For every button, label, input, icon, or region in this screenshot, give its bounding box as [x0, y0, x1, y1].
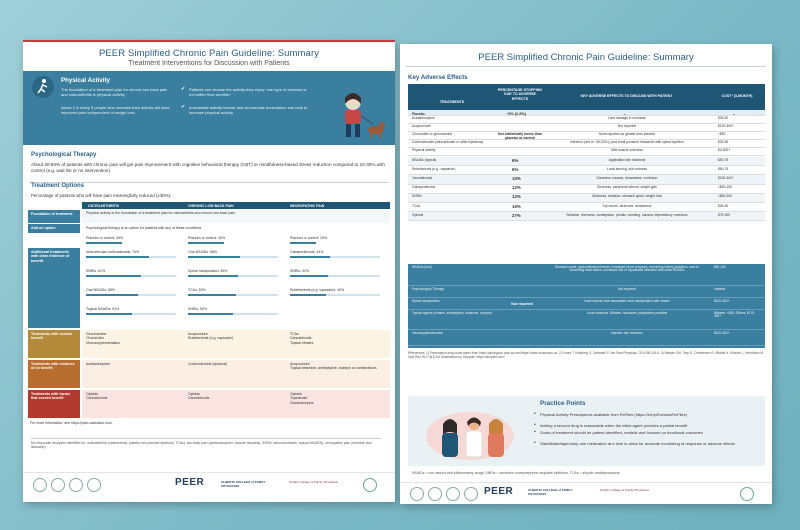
treatment-label: Topical NSAIDs: 51%: [86, 307, 120, 311]
adverse-row: [408, 286, 765, 298]
seal-logo: [446, 487, 460, 501]
logo-bar: [400, 482, 772, 504]
cell: Dizziness, sedation, stomach upset, weight loss: [592, 194, 662, 199]
right-page: [400, 44, 772, 504]
cell: Acupuncture: [412, 124, 431, 129]
abbreviations: NSAIDs = non-steroid anti-inflammatory drugs; SNRIs = serotonin norepinephrine reuptake inhibitors; TCAs = tricyclic antidepressants: [412, 471, 620, 475]
adverse-row: [408, 124, 765, 132]
key-adverse-heading: Key Adverse Effects: [408, 74, 468, 81]
no-evidence-oa: Acetaminophen: [86, 362, 111, 366]
placebo-bar-np: [290, 242, 316, 244]
cell: Injection site reactions: [611, 330, 643, 335]
adverse-row: [408, 212, 765, 221]
cell: Local burning, skin redness: [606, 166, 648, 171]
cell: Corticosteroids (intra-articular or other injections): [412, 140, 484, 145]
foundation-label: Foundation of treatment: [28, 210, 80, 223]
practice-points-heading: Practice Points: [540, 400, 586, 407]
additional-label: Additional treatments with clear evidence of benefit: [28, 248, 80, 328]
cell: $150-300+: [718, 175, 734, 180]
responder-footnote: No responder analyses identified for: osteoarthritis (rubefacients, platelet-rich plasma injections, TCAs), low-back pain (acetaminophen, muscle relaxants, SSRIs, anticonvulsants, topical NSAIDS), neuropathic pain (exercise and lidocaine).: [31, 438, 381, 450]
hdr-treatments: TREATMENTS: [408, 84, 496, 110]
seal-logo: [51, 478, 65, 492]
references: References: 1) Prescription drug costs taken from https://pricingdoc.acfp.ca and https://www.mckesson.ca. 2) Jones T, Kelsberg G, Safranek S. Am Fam Physician. 2014;90:115-6. 3) Nielsen SM, Tarp S, Christensen R, Bliddal H, Klokker L, Henriksen M. Syst Rev 2017;6(1):64. Illustrations by Storyset: https://storyset.com/: [408, 351, 764, 359]
practice-point: Start/titrate/taper/stop one medication at a time to allow for accurate monitoring of response or adverse effects: [540, 441, 735, 446]
cell: $0-500+: [718, 148, 731, 153]
dog-walker-illustration: [323, 88, 387, 140]
cell: Liver damage in overdose: [608, 116, 646, 121]
peer-logo: PEER: [484, 486, 514, 497]
seal-logo: [363, 478, 377, 492]
cell: TCAs: [412, 203, 421, 208]
harms-cell: [82, 390, 390, 418]
seal-logo: [464, 487, 478, 501]
cell: --: [624, 111, 627, 116]
foundation-text: Physical activity is the foundation of a treatment plan for osteoarthritis and chronic low back pain.: [86, 211, 236, 215]
treatment-label: Oral NSAIDs: 58%: [86, 288, 115, 292]
logo-bar: [23, 472, 395, 502]
cell: Gabapentinoids: [412, 185, 436, 190]
adverse-row: [408, 148, 765, 156]
cell: 16%: [512, 203, 521, 209]
cell: Dry mouth, dizziness, drowsiness: [602, 203, 652, 208]
treatment-label: Rubefacients (e.g. capsaicin): 40%: [290, 288, 345, 292]
col-np: NEUROPATHIC PAIN: [290, 203, 325, 208]
col-oa: OSTEOARTHRITIS: [88, 203, 119, 208]
cell: $50-75: [718, 157, 729, 162]
cell: Variable: [714, 286, 726, 291]
cell: 27%: [512, 212, 521, 218]
not-reported-table: [408, 264, 765, 348]
page-subtitle: Treatment Interventions for Discussion with Patients: [128, 60, 290, 67]
col-lbp: CHRONIC LOW BACK PAIN: [188, 203, 234, 208]
practice-point: Goals of treatment should be patient-identified, realistic and focused on functional outcomes: [540, 430, 703, 435]
top-stripe: [23, 40, 395, 42]
unclear-lbp: Acupuncture Rubefacients (e.g. capsaicin): [188, 332, 234, 341]
unclear-cell: [82, 330, 390, 358]
cell: Dizziness, nausea, drowsiness, confusion: [596, 175, 658, 180]
cell: $100-300+: [714, 330, 730, 335]
cell: 6%: [512, 157, 519, 163]
hdr-cost: COST¹ (3-MONTH): [709, 84, 765, 110]
ocfp-logo: Ontario College of Family Physicians: [289, 480, 339, 484]
seal-logo: [428, 487, 442, 501]
page-title: PEER Simplified Chronic Pain Guideline: Summary: [478, 52, 694, 63]
cell: Nitrates: <$25; Others: $175-300+: [714, 310, 756, 319]
cell: --: [733, 111, 736, 116]
treatment-label: SNRIs: 61%: [86, 269, 106, 273]
group-a-pct: Not statistically worse than placebo or control: [498, 132, 542, 141]
addon-text: Psychological therapy is an option for patients with any of these conditions.: [86, 226, 203, 230]
treatment-bar: [86, 313, 132, 315]
cell: $50-75: [718, 166, 729, 171]
adverse-row: [408, 140, 765, 148]
adverse-row: [408, 330, 765, 346]
adverse-row: [408, 298, 765, 310]
cell: $50-100: [714, 264, 726, 269]
runner-icon: [31, 75, 55, 99]
treatment-bar: [188, 275, 238, 277]
pa-bullet-2: A wearable activity tracker and an exercise prescription can help to increase physical activity.: [189, 105, 308, 116]
pa-bullet-1: Patients can choose the activity they enjoy: one type of exercise is not better than another!: [189, 87, 307, 98]
unclear-oa: Glucosamine Chondroitin Viscosupplementation: [86, 332, 121, 345]
placebo-np: Placebo or control: 29%: [290, 236, 328, 240]
treatment-label: TCAs: 53%: [188, 288, 206, 292]
physical-activity-heading: Physical Activity: [61, 77, 110, 84]
hdr-pct: PERCENTAGE STOPPING DUE TO ADVERSE EFFECTS: [496, 84, 544, 110]
bullet-icon: •: [534, 440, 536, 446]
cell: NSAIDs (oral): [412, 264, 432, 269]
cell: Mild muscle soreness: [611, 148, 643, 153]
harms-label: Treatments with harms that exceed benefit: [28, 390, 80, 418]
afp-logo: ALBERTA COLLEGE of FAMILY PHYSICIANS: [528, 488, 573, 496]
treatment-label: SNRIs: 50%: [188, 307, 208, 311]
left-page: [23, 40, 395, 502]
more-info-link[interactable]: For more information, see https://pain-calculator.com.: [30, 421, 113, 425]
treatment-bar: [86, 294, 138, 296]
cell: Physical activity: [412, 148, 436, 153]
adverse-row: [408, 132, 765, 140]
table-header: [82, 202, 390, 209]
treatment-bar: [290, 294, 326, 296]
treatment-bar: [86, 256, 149, 258]
bullet-icon: •: [534, 422, 536, 428]
adverse-row: [408, 175, 765, 184]
cell: Acetaminophen: [412, 116, 435, 121]
treatment-bar: [188, 294, 236, 296]
cell: $25-50: [718, 116, 729, 121]
cell: Viscosupplementation: [412, 330, 444, 335]
seal-logo: [87, 478, 101, 492]
cell: Infection (one in ~50,000²); post-dural puncture headache with spinal injection: [570, 140, 684, 145]
cell: <$50: [718, 132, 726, 137]
no-evidence-label: Treatments with evidence of no benefit: [28, 360, 80, 388]
adverse-row: [408, 310, 765, 330]
adverse-row: [408, 116, 765, 124]
adverse-row: [408, 203, 765, 212]
addon-label: Add-on option: [28, 224, 80, 233]
cell: $75-300: [718, 212, 731, 217]
ocfp-logo: Ontario College of Family Physicians: [600, 488, 650, 492]
pa-para-1: The foundation of a treatment plan for chronic low back pain and osteoarthritis is physical activity.: [61, 87, 168, 98]
seal-logo: [410, 487, 424, 501]
peer-logo: PEER: [175, 477, 205, 488]
placebo-bar-lbp: [188, 242, 224, 244]
hdr-effects: KEY ADVERSE EFFECTS TO DISCUSS WITH PATIENT: [544, 84, 709, 110]
cell: Case reports have associated neck manipulation with stroke³: [584, 298, 670, 303]
cell: Placebo: [412, 111, 425, 116]
divider: [406, 66, 766, 67]
cell: None reported as greater than placebo: [598, 132, 656, 137]
people-illustration: [422, 404, 518, 462]
treatment-options-heading: Treatment Options: [31, 183, 85, 189]
cell: Spinal manipulation: [412, 298, 440, 303]
cell: NSAIDs (topical): [412, 157, 437, 162]
adverse-row: [408, 185, 765, 194]
treatment-options-intro: Percentage of patients who will have pain meaningfully reduced (≥30%):: [31, 193, 172, 198]
treatment-label: Spinal manipulation: 55%: [188, 269, 228, 273]
no-evidence-lbp: Corticosteroids (epidural): [188, 362, 228, 366]
cell: ~5% (2-9%): [506, 111, 527, 116]
treatment-bar: [188, 313, 233, 315]
seal-logo: [740, 487, 754, 501]
placebo-oa: Placebo or control: 40%: [86, 236, 124, 240]
treatment-bar: [86, 275, 141, 277]
cell: Sedation, dizziness, constipation, pruritis, vomiting, nausea, dependency, overdose: [566, 212, 688, 217]
harms-oa: Opioids Cannabinoids: [86, 392, 108, 401]
cell: 12%: [512, 185, 521, 191]
no-evidence-np: Acupuncture Topical ketamine, amitriptyline, doxepin or combinations: [290, 362, 377, 371]
cell: <$50-150: [718, 185, 733, 190]
unclear-label: Treatments with unclear benefit: [28, 330, 80, 358]
cell: <$50-300: [718, 194, 733, 199]
afp-logo: ALBERTA COLLEGE of FAMILY PHYSICIANS: [221, 480, 266, 488]
psych-text: About 30-60% of patients with chronic pain will get pain improvement with cognitive behavioral therapy (CBT) or mindfulness-based stress reduction compared to 10-30% with control (e.g. wait list or no intervention).: [31, 162, 385, 173]
page-title: PEER Simplified Chronic Pain Guideline: Summary: [98, 48, 320, 59]
unclear-np: TCAs Cannabinoids Topical nitrates: [290, 332, 314, 345]
treatment-bar: [290, 256, 330, 258]
cell: $25-50: [718, 140, 729, 145]
placebo-bar-oa: [86, 242, 122, 244]
cell: $100-300+: [714, 298, 730, 303]
cell: Dizziness, peripheral edema, weight gain: [596, 185, 658, 190]
placebo-lbp: Placebo or control: 40%: [188, 236, 226, 240]
cell: Cannabinoids: [412, 175, 433, 180]
treatment-label: Intra-articular corticosteroids: 70%: [86, 250, 140, 254]
cell: Rubefacients (e.g., capsaicin): [412, 166, 456, 171]
harms-np: Opioids Topiramate Oxcarbazepine: [290, 392, 314, 405]
cell: Topical agents (nitrates, amitriptyline, ketamine, doxepin): [412, 310, 493, 315]
cell: Chondroitin or glucosamine: [412, 132, 453, 137]
check-icon: ✔: [181, 86, 186, 92]
cell: SNRIs: [412, 194, 422, 199]
adverse-row: [408, 157, 765, 166]
cell: $25-50: [718, 203, 729, 208]
harms-lbp: Opioids Cannabinoids: [188, 392, 210, 401]
cell: 10%: [512, 175, 521, 181]
psych-heading: Psychological Therapy: [31, 152, 97, 158]
cell: Psychological Therapy: [412, 286, 445, 291]
check-icon: ✔: [181, 104, 186, 110]
treatment-label: Gabapentinoids: 44%: [290, 250, 324, 254]
treatment-bar: [188, 256, 240, 258]
cell: Not reported: [617, 124, 637, 129]
seal-logo: [69, 478, 83, 492]
cell: Stomach upset, gastrointestinal bleeds, increased blood pressure, worsening kidney problems, new or worsening heart failure, increased risk of myocardial infarction with some NSAIDs: [554, 264, 700, 273]
cell: Opioids: [412, 212, 424, 217]
cell: Application site reactions: [608, 157, 646, 162]
cell: Not reported: [618, 286, 636, 291]
adverse-row: [408, 194, 765, 203]
practice-point: Adding a second drug is reasonable when the initial agent provides a partial benefit: [540, 423, 688, 428]
adverse-row: [408, 166, 765, 175]
treatment-table: [28, 202, 390, 444]
bullet-icon: •: [534, 411, 536, 417]
treatment-label: Oral NSAIDs: 58%: [188, 250, 217, 254]
cell: $150-300+: [718, 124, 734, 129]
cell: Local reactions. Nitrates: headache, palpitations possible: [586, 310, 668, 315]
group-c-pct: Not reported: [511, 302, 533, 306]
cell: 6%: [512, 166, 519, 172]
seal-logo: [33, 478, 47, 492]
cell: 12%: [512, 194, 521, 200]
practice-point: Physical Activity Prescriptions available from RxFiles (https://bit.ly/ExerciseRxFiles): [540, 412, 687, 417]
pa-para-2: About 2 in every 5 people who increase their activity will have improved pain independent of weight loss.: [61, 105, 170, 116]
treatment-bar: [290, 275, 328, 277]
adverse-row: [408, 264, 765, 286]
treatment-label: SNRIs: 42%: [290, 269, 310, 273]
bullet-icon: •: [534, 429, 536, 435]
